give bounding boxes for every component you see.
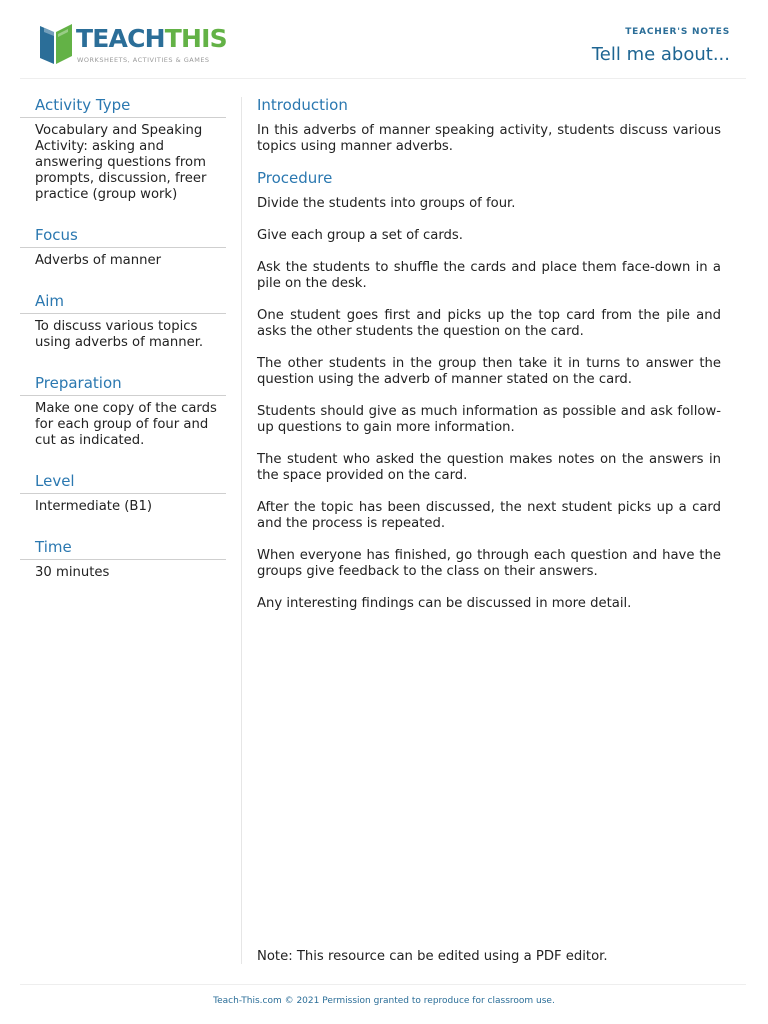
footer-divider — [20, 984, 746, 985]
introduction-heading: Introduction — [257, 96, 348, 114]
aim-section — [20, 292, 226, 351]
procedure-step: Divide the students into groups of four. — [257, 196, 516, 211]
time-heading: Time — [20, 538, 226, 560]
procedure-step: The other students in the group then take it in turns to answer the question using the adverb of manner stated on the card. — [257, 356, 721, 387]
time-text: 30 minutes — [35, 565, 110, 580]
logo-wordmark: TEACHTHIS — [76, 24, 227, 53]
preparation-heading: Preparation — [20, 374, 226, 396]
procedure-step: Any interesting findings can be discussed in more detail. — [257, 596, 632, 611]
main-content — [257, 96, 721, 628]
procedure-step: Ask the students to shuffle the cards and place them face-down in a pile on the desk. — [257, 260, 721, 291]
level-text: Intermediate (B1) — [35, 499, 153, 514]
copyright-footer[interactable]: Teach-This.com © 2021 Permission granted to reproduce for classroom use. — [213, 996, 555, 1006]
activity-type-section — [20, 96, 226, 203]
preparation-section — [20, 374, 226, 449]
book-icon — [36, 22, 76, 68]
procedure-heading: Procedure — [257, 169, 333, 187]
procedure-step: Give each group a set of cards. — [257, 228, 463, 243]
level-heading: Level — [20, 472, 226, 494]
focus-heading: Focus — [20, 226, 226, 248]
preparation-text: Make one copy of the cards for each group of four and cut as indicated. — [35, 401, 217, 448]
page-title: Tell me about... — [591, 44, 730, 65]
aim-heading: Aim — [20, 292, 226, 314]
level-section — [20, 472, 226, 515]
page-header — [20, 0, 746, 79]
focus-section — [20, 226, 226, 269]
procedure-step: After the topic has been discussed, the next student picks up a card and the process is repeated. — [257, 500, 721, 531]
column-divider — [241, 97, 242, 964]
activity-type-text: Vocabulary and Speaking Activity: asking and answering questions from prompts, discussion, freer practice (group work) — [35, 123, 207, 202]
focus-text: Adverbs of manner — [35, 253, 162, 268]
introduction-text: In this adverbs of manner speaking activity, students discuss various topics using manner adverbs. — [257, 123, 721, 154]
teach-this-logo[interactable] — [36, 22, 236, 70]
procedure-step: When everyone has finished, go through each question and have the groups give feedback to the class on their answers. — [257, 548, 721, 579]
procedure-step: Students should give as much information as possible and ask follow-up questions to gain more information. — [257, 404, 721, 435]
procedure-step: One student goes first and picks up the top card from the pile and asks the other students the question on the card. — [257, 308, 721, 339]
aim-text: To discuss various topics using adverbs of manner. — [35, 319, 204, 350]
pdf-editor-note: Note: This resource can be edited using a PDF editor. — [257, 949, 608, 964]
activity-type-heading: Activity Type — [20, 96, 226, 118]
time-section — [20, 538, 226, 581]
teachers-notes-label: TEACHER'S NOTES — [625, 27, 730, 37]
procedure-step: The student who asked the question makes notes on the answers in the space provided on the card. — [257, 452, 721, 483]
sidebar — [20, 96, 226, 604]
logo-tagline: WORKSHEETS, ACTIVITIES & GAMES — [77, 56, 210, 64]
